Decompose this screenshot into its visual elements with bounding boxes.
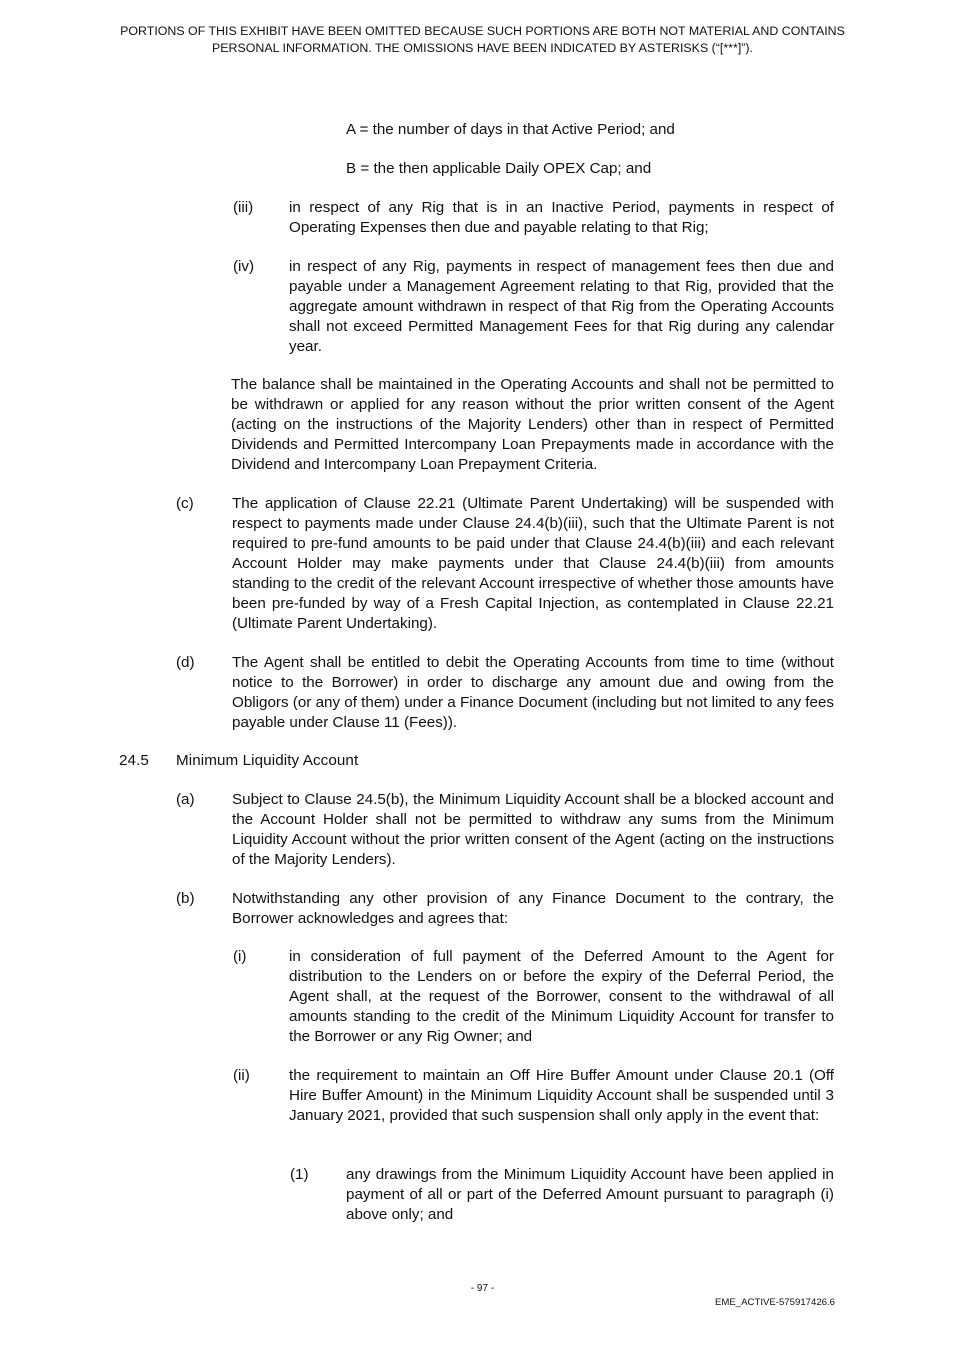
sec-a-label: (a) bbox=[176, 791, 195, 808]
para-d-text: The Agent shall be entitled to debit the Operating Accounts from time to time (without notice to the Borrower) in order to discharge any amount due and owing from the Obligors (or any of them) under a Finance Document (including but not limited to any fees payable under Clause 11 (Fees)). bbox=[232, 654, 834, 731]
sec-b-label: (b) bbox=[176, 890, 195, 907]
confidentiality-banner: PORTIONS OF THIS EXHIBIT HAVE BEEN OMITTED BECAUSE SUCH PORTIONS ARE BOTH NOT MATERIAL AND CONTAINS PERSONAL INFORMATION. THE OMISSIONS HAVE BEEN INDICATED BY ASTERISKS (“[***]”). bbox=[120, 24, 845, 55]
formula-a-line: A = the number of days in that Active Period; and bbox=[346, 121, 675, 138]
formula-b-line: B = the then applicable Daily OPEX Cap; and bbox=[346, 160, 652, 177]
section-number: 24.5 bbox=[119, 752, 149, 769]
item-iii-text: in respect of any Rig that is in an Inactive Period, payments in respect of Operating Expenses then due and payable relating to that Rig; bbox=[289, 199, 834, 236]
document-reference: EME_ACTIVE-575917426.6 bbox=[715, 1297, 835, 1308]
item-iv-text: in respect of any Rig, payments in respect of management fees then due and payable under a Management Agreement relating to that Rig, provided that the aggregate amount withdrawn in respect of that Rig from the Operating Accounts shall not exceed Permitted Management Fees for that Rig during any calendar year. bbox=[289, 258, 834, 355]
item-iii-label: (iii) bbox=[233, 199, 254, 216]
section-title: Minimum Liquidity Account bbox=[176, 752, 359, 769]
sub-ii-text: the requirement to maintain an Off Hire Buffer Amount under Clause 20.1 (Off Hire Buffer Amount) in the Minimum Liquidity Account shall be suspended until 3 January 2021, provided that such suspension shall only apply in the event that: bbox=[289, 1067, 834, 1124]
sub-i-text: in consideration of full payment of the Deferred Amount to the Agent for distribution to the Lenders on or before the expiry of the Deferral Period, the Agent shall, at the request of the Borrower, consent to the withdrawal of all amounts standing to the credit of the Minimum Liquidity Account for transfer to the Borrower or any Rig Owner; and bbox=[289, 948, 834, 1045]
sub-1-text: any drawings from the Minimum Liquidity Account have been applied in payment of all or part of the Deferred Amount pursuant to paragraph (i) above only; and bbox=[346, 1166, 834, 1223]
page-number: - 97 - bbox=[470, 1283, 495, 1294]
sec-b-text: Notwithstanding any other provision of any Finance Document to the contrary, the Borrower acknowledges and agrees that: bbox=[232, 890, 834, 927]
balance-paragraph: The balance shall be maintained in the Operating Accounts and shall not be permitted to be withdrawn or applied for any reason without the prior written consent of the Agent (acting on the instructions of the Majority Lenders) other than in respect of Permitted Dividends and Permitted Intercompany Loan Prepayments made in accordance with the Dividend and Intercompany Loan Prepayment Criteria. bbox=[231, 376, 834, 473]
para-c-label: (c) bbox=[176, 495, 194, 512]
item-iv-label: (iv) bbox=[233, 258, 255, 275]
para-d-label: (d) bbox=[176, 654, 195, 671]
sub-ii-label: (ii) bbox=[233, 1067, 250, 1084]
sub-1-label: (1) bbox=[290, 1166, 309, 1183]
para-c-text: The application of Clause 22.21 (Ultimate Parent Undertaking) will be suspended with respect to payments made under Clause 24.4(b)(iii), such that the Ultimate Parent is not required to pre-fund amounts to be paid under that Clause 24.4(b)(iii) and each relevant Account Holder may make payments under that Clause 24.4(b)(iii) from amounts standing to the credit of the relevant Account irrespective of whether those amounts have been pre-funded by way of a Fresh Capital Injection, as contemplated in Clause 22.21 (Ultimate Parent Undertaking). bbox=[232, 495, 834, 632]
sec-a-text: Subject to Clause 24.5(b), the Minimum Liquidity Account shall be a blocked account and the Account Holder shall not be permitted to withdraw any sums from the Minimum Liquidity Account without the prior written consent of the Agent (acting on the instructions of the Majority Lenders). bbox=[232, 791, 834, 868]
sub-i-label: (i) bbox=[233, 948, 247, 965]
